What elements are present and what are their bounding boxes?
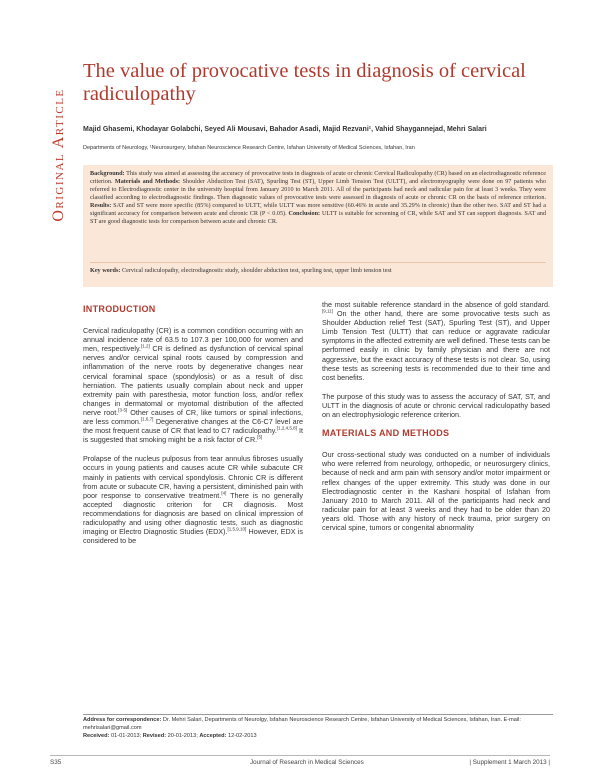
intro-text: the most suitable reference standard in the absence of gold standard. xyxy=(322,300,550,309)
citation[interactable]: [4] xyxy=(221,490,227,496)
accepted-label: Accepted: xyxy=(199,733,227,739)
intro-text: It is suggested that smoking might be a risk factor of CR. xyxy=(83,426,303,445)
citation[interactable]: [1,5,9,10] xyxy=(227,526,247,532)
citation[interactable]: [1,6,7] xyxy=(140,416,154,422)
intro-text: There is no generally accepted diagnostic criterion for CR diagnosis. Most recommendations for diagnosis are based on clinical impression of radiculopathy and using other diagnostic tests, such as diagnostic imaging or Electro Diagnostic Studies (EDX). xyxy=(83,490,303,537)
abstract-background: This study was aimed at assessing the accuracy of provocative tests in diagnosis of acute or chronic Cervical Radiculopathy (CR) based on an electrodiagnostic reference criterion. xyxy=(90,170,547,186)
methods-paragraph-1: Our cross-sectional study was conducted on a number of individuals who were referred from neurology, orthopedic, or neurosurgery clinics, because of neck and arm pain with sensory and/or motor impairment or reflex changes of the upper extremity. This study was done in our Electrodiagnostic center in the Kashani hospital of Isfahan from January 2010 to March 2011. All of the participants had neck and radicular pain for at least 3 weeks and they had to be older than 20 years old. Those with any history of neck trauma, prior surgery on cervical spine, tumors or congenital abnormality xyxy=(322,450,550,532)
received-date: 01-01-2013; xyxy=(111,733,142,739)
intro-paragraph-4: The purpose of this study was to assess the accuracy of SAT, ST, and ULTT in the diagnosis of acute or chronic cervical radiculopathy based on an electrophysiologic reference criterion. xyxy=(322,391,550,420)
supplement-info: | Supplement 1 March 2013 | xyxy=(469,759,550,766)
journal-name: Journal of Research in Medical Sciences xyxy=(250,759,364,766)
abstract-text xyxy=(90,170,546,226)
correspondence-block xyxy=(83,716,553,740)
correspondence-label: Address for correspondence: xyxy=(83,717,162,723)
introduction-heading: INTRODUCTION xyxy=(83,304,156,314)
intro-text: CR is defined as dysfunction of cervical spinal nerves and/or cervical spinal roots caused by compression and inflammation of the nerve roots by degenerative changes near cervical foraminal space (spondylosis) or as a result of disc herniation. The patients usually complain about neck and upper extremity pain with paresthesia, motor function loss, and/or reflex changes in dermatomal or myotomal distribution of the affected nerve root. xyxy=(83,344,303,417)
intro-text: However, EDX is considered to be xyxy=(83,527,304,546)
correspondence-divider xyxy=(83,714,553,715)
abstract-background-label: Background: xyxy=(90,170,125,177)
citation[interactable]: [3-5] xyxy=(118,407,128,413)
abstract-conclusion-label: Conclusion: xyxy=(288,210,321,218)
revised-date: 20-01-2013; xyxy=(167,733,198,739)
keywords-label: Key words: xyxy=(90,267,121,274)
article-title: The value of provocative tests in diagnosis of cervical radiculopathy xyxy=(83,60,526,105)
page-number: S35 xyxy=(50,759,62,766)
article-type-label: Original Article xyxy=(50,88,67,222)
methods-heading: MATERIALS AND METHODS xyxy=(322,428,450,439)
intro-text: Degenerative changes at the C6-C7 level are the most frequent cause of CR that lead to C7 radiculopathy. xyxy=(83,417,303,436)
keywords-text: Cervical radiculopathy, electrodiagnostic study, shoulder abduction test, spurling test, upper limb tension test xyxy=(121,267,392,274)
left-column xyxy=(83,305,303,555)
author-affiliation: Departments of Neurology, ¹Neurosurgery, Isfahan Neuroscience Research Centre, Isfahan University of Medical Sciences, Isfahan, Iran xyxy=(83,145,415,151)
intro-text: Other causes of CR, like tumors or spinal infections, are less common. xyxy=(83,407,303,427)
intro-text: Prolapse of the nucleus pulposus from tear annulus fibroses usually occurs in young patients and causes acute CR while subacute CR mainly in patients with cervical spondylosis. Chronic CR is different from acute or subacute CR, having a persistent, diminished pain with poor response to conservative treatment. xyxy=(83,454,303,500)
received-label: Received: xyxy=(83,733,110,739)
citation[interactable]: [5] xyxy=(257,434,263,440)
intro-paragraph-2 xyxy=(83,454,303,545)
intro-text: Cervical radiculopathy (CR) is a common condition occurring with an annual incidence rate of 63.5 to 107.3 per 100,000 for women and men, respectively. xyxy=(83,326,303,354)
citation[interactable]: [1,2,4,5,8] xyxy=(276,425,297,431)
revised-label: Revised: xyxy=(142,733,167,739)
abstract-results-label: Results: xyxy=(90,202,112,210)
footer-divider xyxy=(50,755,550,756)
correspondence-address: Dr. Mehri Salari, Departments of Neurolgy, Isfahan Neuroscience Research Centre, Isfahan University of Medical Sciences, Isfahan, Iran. E-mail: mehrisalari@gmail.com xyxy=(83,717,521,731)
right-column xyxy=(322,300,550,542)
abstract-methods: Shoulder Abduction Test (SAT), Spurling Test (ST), Upper Limb Tension Test (ULTT), and electromyography were done on 97 patients who referred to Electrodiagnostic center in the university hospital from January 2010 to March 2011. All of the participants had neck and radicular pain for at least 3 weeks. They were classified according to electrodiagnostic findings. Then diagnostic values of provocative tests were assessed in diagnosis of acute or chronic CR on the basis of reference criterion. xyxy=(90,178,546,202)
accepted-date: 12-02-2013 xyxy=(227,733,257,739)
abstract-results: SAT and ST were more specific (85%) compared to ULTT, while ULTT was more sensitive (60.46% in acute and 35.29% in chronic) than the other two. SAT and ST had a significant accuracy for comparison between acute and chronic CR (P < 0.05). xyxy=(90,202,546,218)
intro-paragraph-3 xyxy=(322,300,550,382)
abstract-methods-label: Materials and Methods: xyxy=(114,178,181,186)
citation[interactable]: [9,11] xyxy=(322,308,333,314)
abstract-conclusion: ULTT is suitable for screening of CR, while SAT and ST can support diagnosis. SAT and ST are good diagnostic tests for comparison between acute and chronic CR. xyxy=(90,210,546,226)
keywords xyxy=(90,262,546,275)
abstract-box xyxy=(83,165,553,287)
citation[interactable]: [1,2] xyxy=(141,343,150,349)
article-type-band xyxy=(50,60,68,250)
author-list: Majid Ghasemi, Khodayar Golabchi, Seyed Ali Mousavi, Bahador Asadi, Majid Rezvani¹, Vahid Shaygannejad, Mehri Salari xyxy=(83,126,487,133)
intro-paragraph-1 xyxy=(83,326,303,444)
intro-text: On the other hand, there are some provocative tests such as Shoulder Abduction relief Test (SAT), Spurling Test (ST), and Upper Limb Tension Test (ULTT) that can reduce or aggravate radicular symptoms in the affected extremity are well defined. These tests can be performed easily in clinic by family physician and there are not aggressive, but the exact accuracy of these tests is not clear. So, using these tests as screening tests is recommended due to their time and cost benefits. xyxy=(322,309,550,382)
